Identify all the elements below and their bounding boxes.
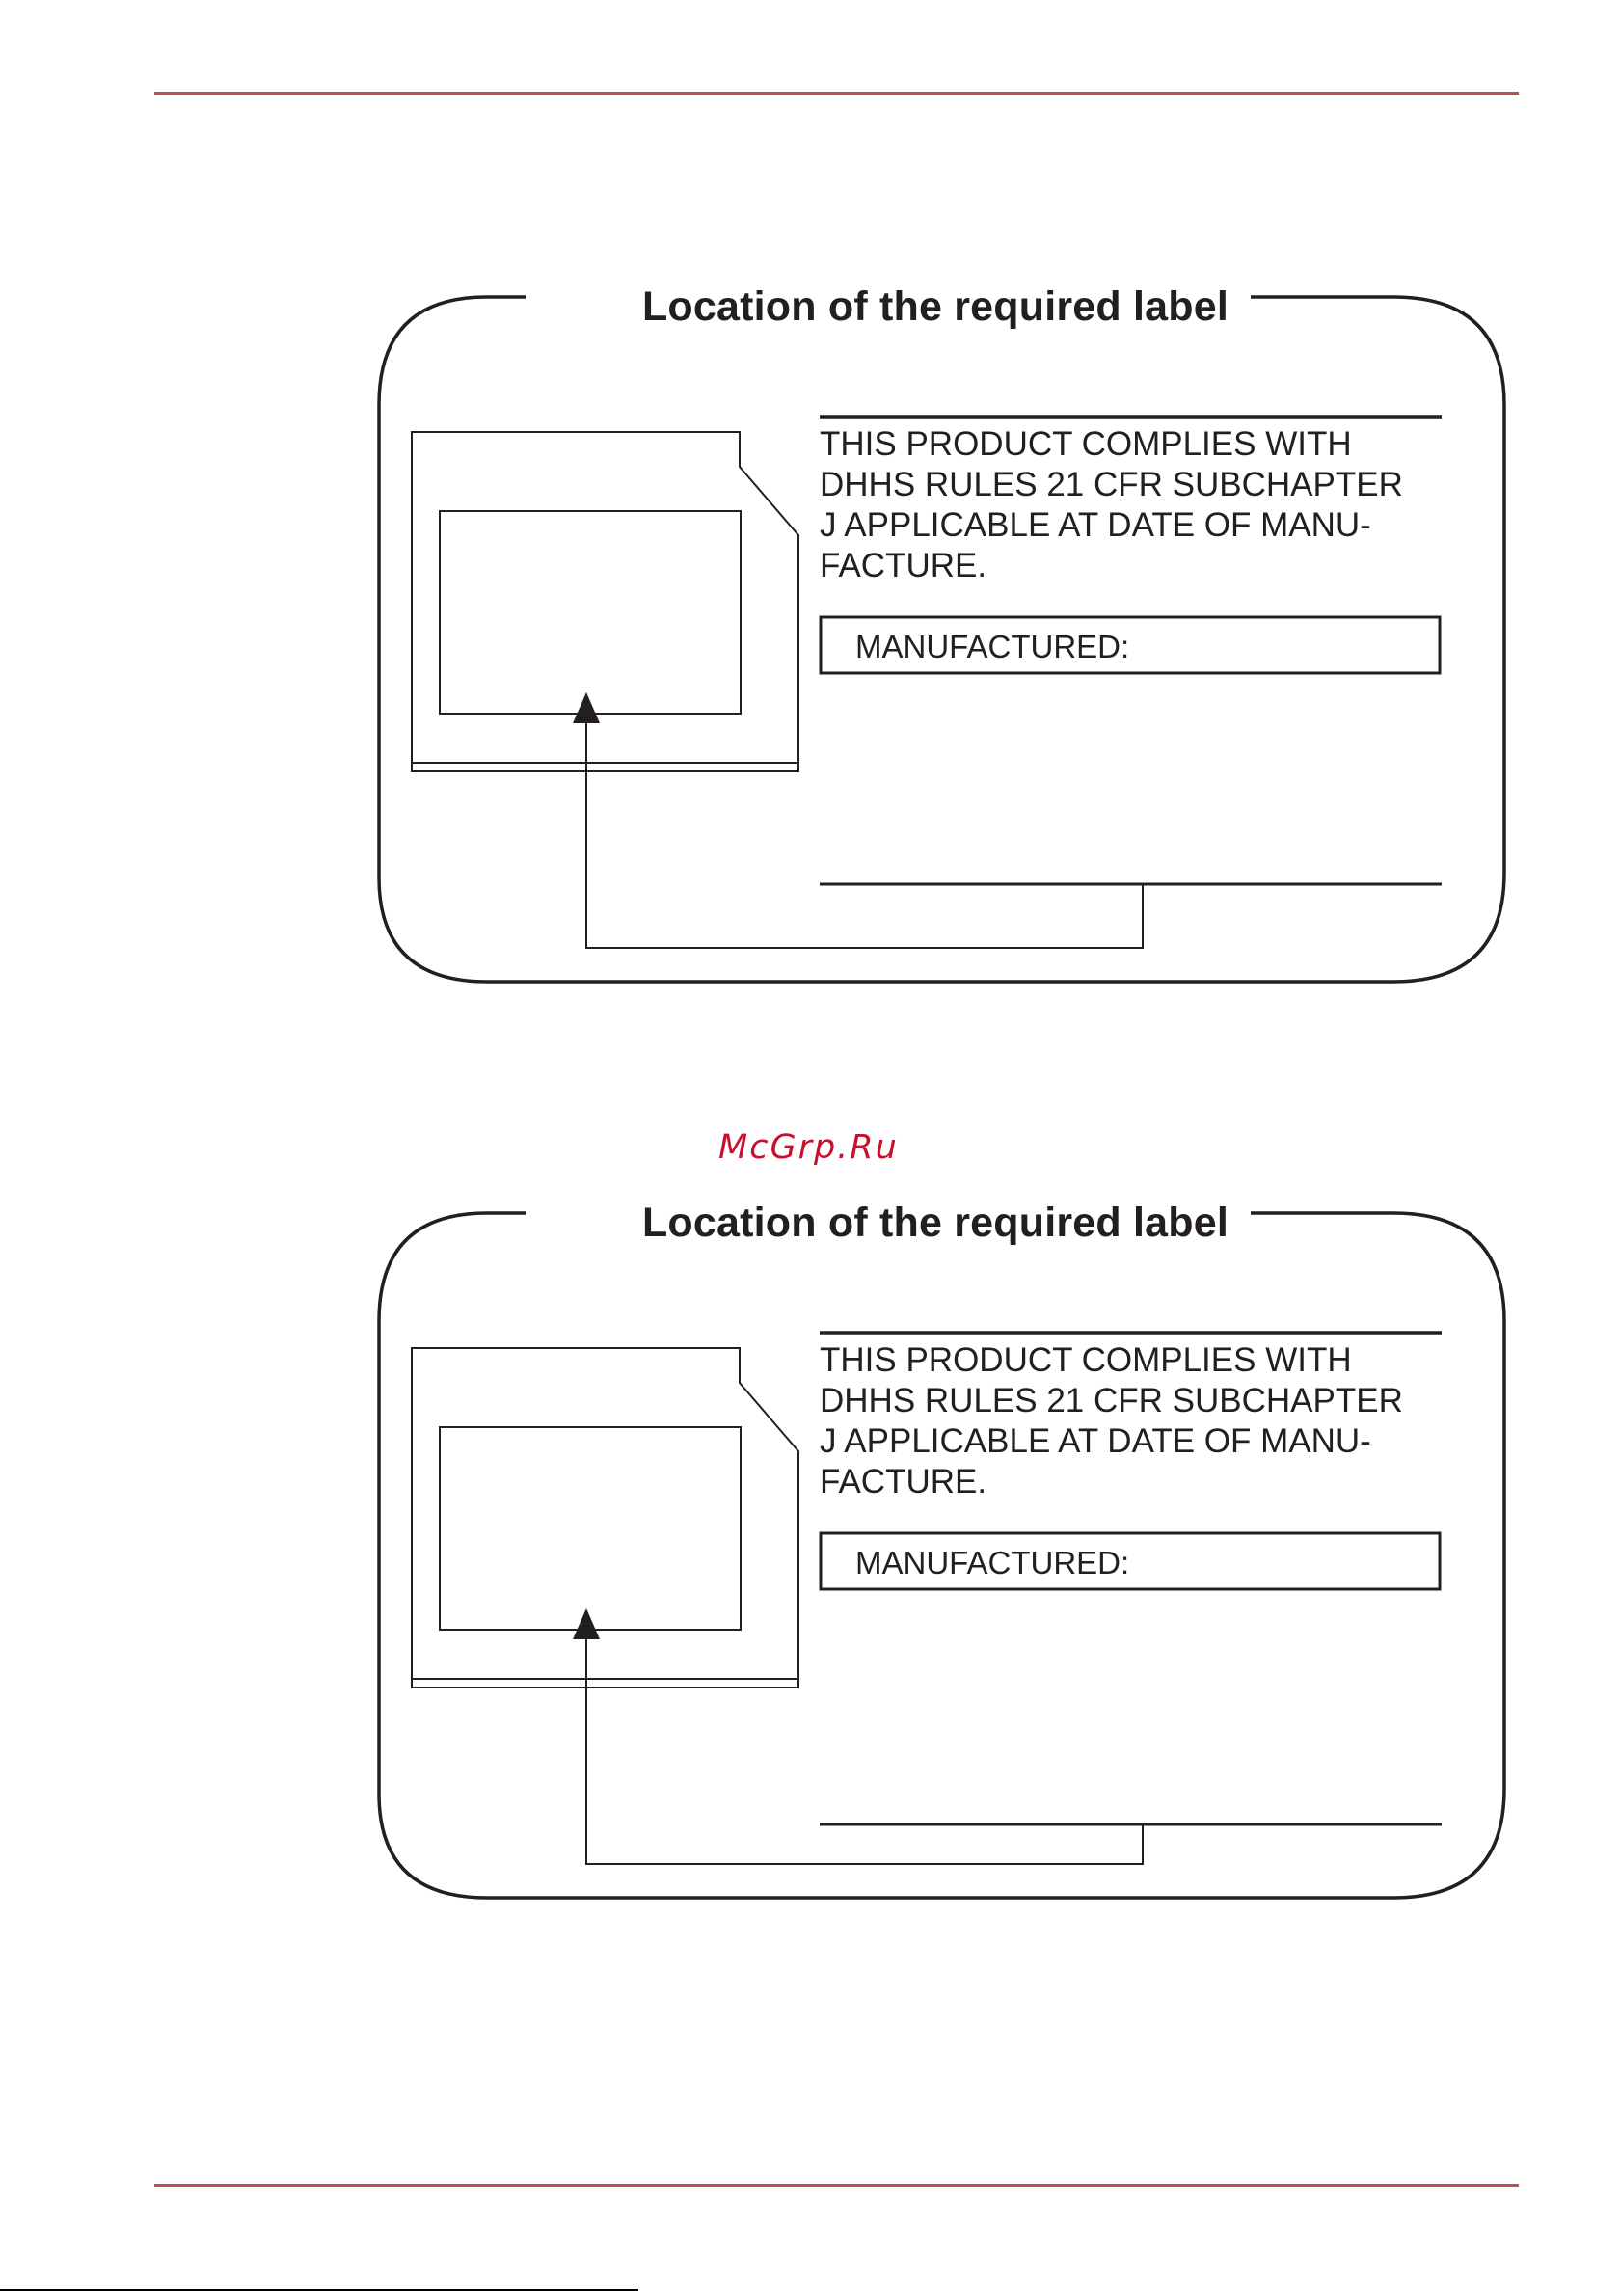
arrow-head — [573, 692, 600, 723]
header-rule — [154, 92, 1519, 95]
footer-accent-rule — [154, 2184, 1519, 2187]
watermark: McGrp.Ru — [718, 1128, 899, 1167]
compliance-text: THIS PRODUCT COMPLIES WITH DHHS RULES 21 CFR SUBCHAPTER J APPLICABLE AT DATE OF MANU- FACTURE. — [820, 1341, 1403, 1500]
manufactured-label: MANUFACTURED: — [855, 629, 1130, 664]
figure-title: Location of the required label — [641, 284, 1229, 330]
label-area — [440, 511, 741, 714]
label-location-figure-1 — [371, 280, 1528, 984]
compliance-text: THIS PRODUCT COMPLIES WITH DHHS RULES 21 CFR SUBCHAPTER J APPLICABLE AT DATE OF MANU- FACTURE. — [820, 425, 1403, 584]
leader-line — [586, 721, 1143, 948]
footer-rule — [0, 2289, 638, 2291]
figure-title: Location of the required label — [641, 1200, 1229, 1246]
manufactured-label: MANUFACTURED: — [855, 1545, 1130, 1580]
leader-line — [586, 1637, 1143, 1864]
arrow-head — [573, 1608, 600, 1639]
label-area — [440, 1427, 741, 1630]
label-location-figure-2 — [371, 1196, 1528, 1900]
